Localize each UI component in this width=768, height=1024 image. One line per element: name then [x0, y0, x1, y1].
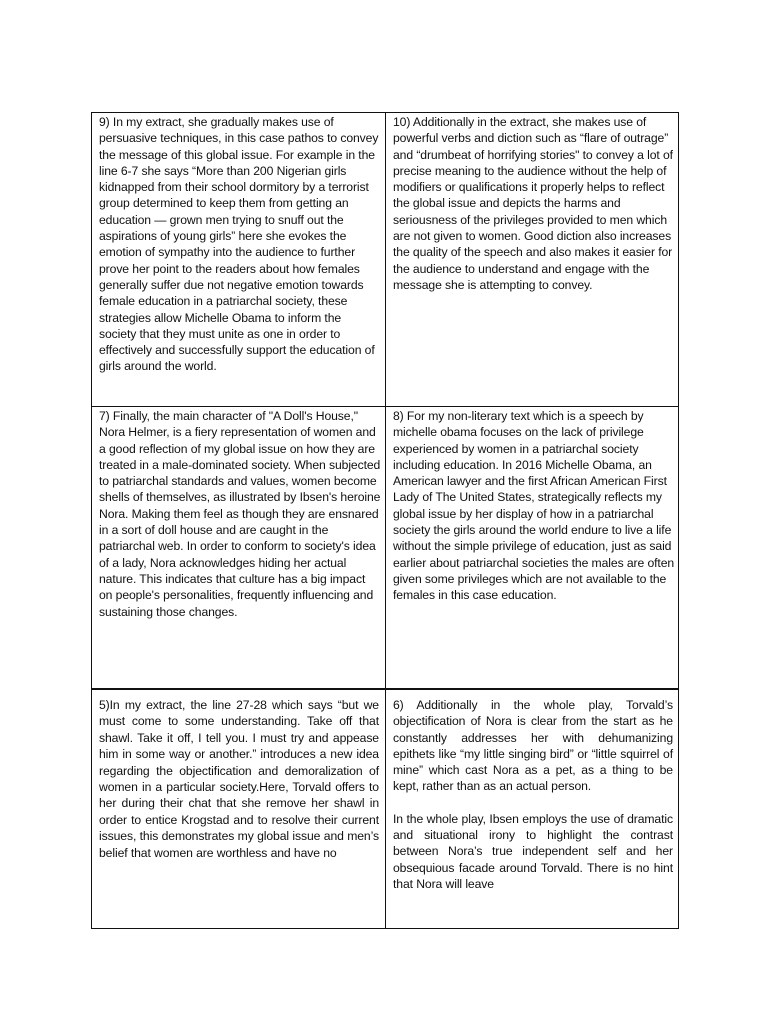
table-cell-8: [386, 407, 679, 690]
paragraph-6a: 6) Additionally in the whole play, Torvald’s objectification of Nora is clear from the start as he constantly addresses her with dehumanizing epithets like “my little singing bird” or “little squirrel of mine” which cast Nora as a pet, as a thing to be kept, rather than as an actual person.: [393, 698, 673, 794]
table-cell-10: [386, 113, 679, 407]
paragraph-9: 9) In my extract, she gradually makes use of persuasive techniques, in this case pathos to convey the message of this global issue. For example in the line 6-7 she says “More than 200 Nigerian girls kidnapped from their school dormitory by a terrorist group determined to keep them from getting an education — grown men trying to snuff out the aspirations of young girls” here she evokes the emotion of sympathy into the audience to further prove her point to the readers about how females generally suffer due not negative emotion towards female education in a patriarchal society, these strategies allow Michelle Obama to inform the society that they must unite as one in order to effectively and successfully support the education of girls around the world.: [99, 115, 379, 374]
paragraph-5: 5)In my extract, the line 27-28 which says “but we must come to some understanding. Take off that shawl. Take it off, I tell you. I must try and appease him in some way or another.” introduces a new idea regarding the objectification and demoralization of women in a particular society.Here, Torvald offers to her during their chat that she remove her shawl in order to entice Krogstad and to resolve their current issues, this demonstrates my global issue and men’s belief that women are worthless and have no: [99, 698, 379, 860]
paragraph-8: 8) For my non-literary text which is a speech by michelle obama focuses on the lack of privilege experienced by women in a patriarchal society including education. In 2016 Michelle Obama, an American lawyer and the first African American First Lady of The United States, strategically reflects my global issue by her display of how in a patriarchal society the girls around the world endure to live a life without the simple privilege of education, just as said earlier about patriarchal societies the males are often given some privileges which are not available to the females in this case education.: [393, 409, 675, 603]
table-cell-7: [92, 407, 386, 690]
table-cell-5: [92, 690, 386, 928]
paragraph-6b: In the whole play, Ibsen employs the use of dramatic and situational irony to highlight the contrast between Nora’s true independent self and her obsequious facade around Torvald. There is no hint that Nora will leave: [393, 811, 673, 891]
table-cell-9: [92, 113, 386, 407]
table-cell-6: [386, 690, 679, 928]
paragraph-10: 10) Additionally in the extract, she makes use of powerful verbs and diction such as “flare of outrage” and “drumbeat of horrifying stories" to convey a lot of precise meaning to the audience without the help of modifiers or qualifications it properly helps to reflect the global issue and depicts the harms and seriousness of the privileges provided to men which are not given to women. Good diction also increases the quality of the speech and also makes it easier for the audience to understand and engage with the message she is attempting to convey.: [393, 115, 673, 292]
essay-table: [91, 112, 679, 929]
paragraph-gap: [386, 795, 679, 811]
paragraph-7: 7) Finally, the main character of "A Doll's House," Nora Helmer, is a fiery representation of women and a good reflection of my global issue on how they are treated in a male-dominated society. When subjected to patriarchal standards and values, women become shells of themselves, as illustrated by Ibsen's heroine Nora. Making them feel as though they are ensnared in a sort of doll house and are caught in the patriarchal web. In order to conform to society's idea of a lady, Nora acknowledges hiding her actual nature. This indicates that culture has a big impact on people's personalities, frequently influencing and sustaining those changes.: [99, 409, 381, 619]
